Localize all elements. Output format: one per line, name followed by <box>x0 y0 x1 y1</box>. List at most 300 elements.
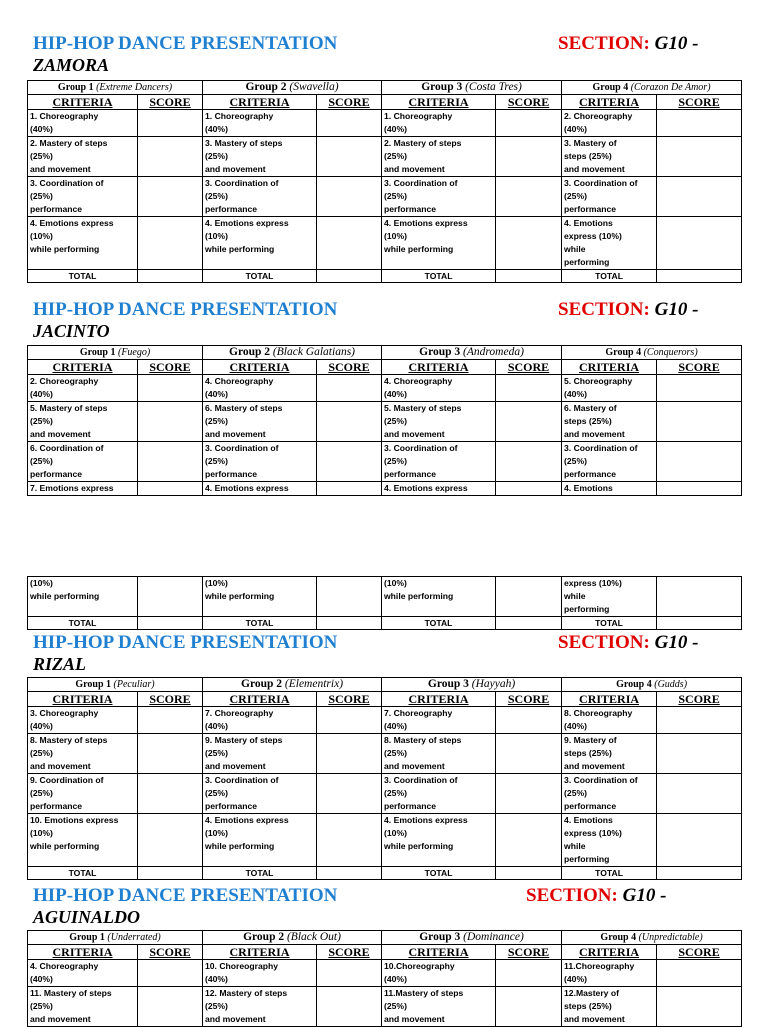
score-header: SCORE <box>317 95 382 110</box>
criteria-line: performance <box>205 801 258 811</box>
criteria-line: (25%) <box>30 456 53 466</box>
table-row <box>28 960 742 987</box>
score-cell[interactable] <box>317 137 382 177</box>
score-cell[interactable] <box>138 814 203 867</box>
total-score-cell[interactable] <box>138 617 203 630</box>
criteria-line: (25%) <box>205 416 228 426</box>
criteria-cell <box>28 482 138 496</box>
criteria-line: steps (25%) <box>564 748 612 758</box>
criteria-line: 6. Mastery of steps <box>205 403 283 413</box>
score-header: SCORE <box>317 945 382 960</box>
criteria-cell <box>382 960 496 987</box>
criteria-line: while <box>564 244 586 254</box>
criteria-line: (25%) <box>30 416 53 426</box>
score-cell[interactable] <box>317 442 382 482</box>
total-score-cell[interactable] <box>657 617 742 630</box>
criteria-line: 3. Coordination of <box>564 775 638 785</box>
criteria-cell <box>203 110 317 137</box>
criteria-line: performance <box>564 469 617 479</box>
criteria-line: 11.Choreography <box>564 961 635 971</box>
total-score-cell[interactable] <box>317 867 382 880</box>
total-row <box>28 867 742 880</box>
section-label: SECTION: G10 - <box>558 33 699 54</box>
criteria-line: (40%) <box>384 974 407 984</box>
score-cell[interactable] <box>496 734 562 774</box>
criteria-cell <box>562 987 657 1027</box>
criteria-line: 5. Choreography <box>564 376 633 386</box>
criteria-cell <box>382 577 496 617</box>
score-cell[interactable] <box>657 217 742 270</box>
criteria-cell <box>28 707 138 734</box>
criteria-cell <box>382 482 496 496</box>
total-score-cell[interactable] <box>317 617 382 630</box>
total-label: TOTAL <box>28 617 138 630</box>
section-value: G10 - <box>654 632 699 653</box>
criteria-cell <box>382 402 496 442</box>
criteria-line: 11. Mastery of steps <box>30 988 112 998</box>
criteria-line: (25%) <box>384 1001 407 1011</box>
score-cell[interactable] <box>138 707 203 734</box>
criteria-cell <box>203 814 317 867</box>
table-row <box>28 734 742 774</box>
group-header <box>203 346 382 360</box>
criteria-line: (25%) <box>384 456 407 466</box>
section-label: SECTION: G10 - <box>526 885 667 906</box>
criteria-line: express (10%) <box>564 578 622 588</box>
table-row <box>28 375 742 402</box>
criteria-line: 3. Choreography <box>30 708 99 718</box>
section-subtitle: JACINTO <box>33 321 110 341</box>
criteria-line: 2. Choreography <box>564 111 633 121</box>
criteria-cell <box>28 217 138 270</box>
criteria-header: CRITERIA <box>203 692 317 707</box>
total-score-cell[interactable] <box>317 270 382 283</box>
criteria-cell <box>562 177 657 217</box>
criteria-header: CRITERIA <box>382 692 496 707</box>
score-cell[interactable] <box>317 375 382 402</box>
group-header <box>562 81 742 95</box>
score-cell[interactable] <box>496 577 562 617</box>
total-score-cell[interactable] <box>496 867 562 880</box>
page-title: HIP-HOP DANCE PRESENTATION <box>33 632 338 653</box>
section-header-zamora <box>0 33 768 79</box>
criteria-cell <box>28 402 138 442</box>
criteria-header: CRITERIA <box>203 945 317 960</box>
score-cell[interactable] <box>138 987 203 1027</box>
group-header <box>382 346 562 360</box>
group-prefix: Group 2 <box>243 931 285 943</box>
criteria-line: 1. Choreography <box>205 111 274 121</box>
criteria-cell <box>382 774 496 814</box>
table-row <box>28 110 742 137</box>
criteria-line: 7. Emotions express <box>30 483 114 493</box>
criteria-line: 3. Mastery of steps <box>205 138 283 148</box>
criteria-line: while <box>564 841 586 851</box>
score-cell[interactable] <box>657 707 742 734</box>
total-label: TOTAL <box>562 270 657 283</box>
group-prefix: Group 1 <box>69 932 105 943</box>
criteria-line: (40%) <box>205 124 228 134</box>
criteria-line: (25%) <box>30 151 53 161</box>
group-header <box>203 678 382 692</box>
total-label: TOTAL <box>382 617 496 630</box>
criteria-line: (25%) <box>384 788 407 798</box>
score-cell[interactable] <box>138 442 203 482</box>
criteria-cell <box>382 375 496 402</box>
criteria-line: (25%) <box>205 748 228 758</box>
score-cell[interactable] <box>138 110 203 137</box>
score-header: SCORE <box>138 692 203 707</box>
criteria-line: (40%) <box>30 124 53 134</box>
criteria-cell <box>28 774 138 814</box>
total-score-cell[interactable] <box>657 867 742 880</box>
group-name: (Andromeda) <box>463 346 524 358</box>
criteria-line: (40%) <box>30 721 53 731</box>
criteria-line: (25%) <box>205 788 228 798</box>
criteria-cell <box>203 774 317 814</box>
total-label: TOTAL <box>382 270 496 283</box>
score-cell[interactable] <box>496 217 562 270</box>
criteria-line: (25%) <box>30 788 53 798</box>
score-cell[interactable] <box>138 960 203 987</box>
criteria-cell <box>562 442 657 482</box>
criteria-cell <box>562 110 657 137</box>
criteria-cell <box>382 987 496 1027</box>
criteria-header: CRITERIA <box>28 95 138 110</box>
group-prefix: Group 4 <box>592 82 629 93</box>
criteria-cell <box>382 137 496 177</box>
group-prefix: Group 3 <box>419 931 461 943</box>
criteria-cell <box>203 707 317 734</box>
score-cell[interactable] <box>496 707 562 734</box>
criteria-line: 9. Coordination of <box>30 775 104 785</box>
criteria-line: 10.Choreography <box>384 961 455 971</box>
score-cell[interactable] <box>138 137 203 177</box>
criteria-line: (40%) <box>564 389 587 399</box>
score-cell[interactable] <box>317 987 382 1027</box>
table-row <box>28 707 742 734</box>
criteria-line: 4. Emotions <box>564 483 613 493</box>
criteria-line: and movement <box>205 761 266 771</box>
total-label: TOTAL <box>203 867 317 880</box>
criteria-line: while <box>564 591 586 601</box>
table-row <box>28 774 742 814</box>
group-header <box>28 346 203 360</box>
criteria-line: (25%) <box>564 788 587 798</box>
criteria-line: and movement <box>30 1014 91 1024</box>
table-row <box>28 577 742 617</box>
section-header-jacinto <box>0 299 768 345</box>
criteria-cell <box>203 177 317 217</box>
criteria-line: 2. Mastery of steps <box>384 138 462 148</box>
score-cell[interactable] <box>138 734 203 774</box>
total-label: TOTAL <box>382 867 496 880</box>
score-header: SCORE <box>657 692 742 707</box>
criteria-line: performance <box>205 204 258 214</box>
criteria-line: and movement <box>564 429 625 439</box>
score-cell[interactable] <box>657 482 742 496</box>
score-cell[interactable] <box>657 402 742 442</box>
group-prefix: Group 2 <box>241 678 283 690</box>
total-score-cell[interactable] <box>496 270 562 283</box>
score-header: SCORE <box>138 95 203 110</box>
criteria-line: and movement <box>384 1014 445 1024</box>
score-cell[interactable] <box>657 577 742 617</box>
criteria-line: steps (25%) <box>564 416 612 426</box>
score-cell[interactable] <box>317 707 382 734</box>
criteria-line: 4. Emotions express <box>384 815 468 825</box>
criteria-cell <box>28 177 138 217</box>
group-name: (Hayyah) <box>471 678 516 690</box>
criteria-line: performance <box>564 204 617 214</box>
criteria-line: 4. Emotions express <box>205 815 289 825</box>
group-header <box>28 678 203 692</box>
score-header: SCORE <box>657 360 742 375</box>
criteria-line: while performing <box>30 591 100 601</box>
criteria-header: CRITERIA <box>28 360 138 375</box>
criteria-line: and movement <box>384 761 445 771</box>
section-label: SECTION: G10 - <box>558 632 699 653</box>
total-label: TOTAL <box>28 270 138 283</box>
criteria-header: CRITERIA <box>382 95 496 110</box>
criteria-line: steps (25%) <box>564 1001 612 1011</box>
group-prefix: Group 4 <box>600 932 637 943</box>
score-cell[interactable] <box>496 110 562 137</box>
criteria-line: while performing <box>384 244 454 254</box>
total-label: TOTAL <box>562 617 657 630</box>
criteria-cell <box>203 987 317 1027</box>
criteria-header: CRITERIA <box>28 945 138 960</box>
criteria-line: 4. Choreography <box>384 376 453 386</box>
score-cell[interactable] <box>657 137 742 177</box>
group-prefix: Group 4 <box>605 347 642 358</box>
criteria-line: 3. Coordination of <box>30 178 104 188</box>
criteria-cell <box>562 577 657 617</box>
total-score-cell[interactable] <box>496 617 562 630</box>
criteria-cell <box>203 577 317 617</box>
score-header: SCORE <box>496 692 562 707</box>
group-name: (Corazon De Amor) <box>630 82 711 93</box>
criteria-cell <box>382 707 496 734</box>
criteria-cell <box>382 814 496 867</box>
criteria-line: 3. Coordination of <box>205 775 279 785</box>
score-cell[interactable] <box>317 110 382 137</box>
criteria-cell <box>28 960 138 987</box>
criteria-line: and movement <box>205 164 266 174</box>
criteria-cell <box>562 814 657 867</box>
group-header <box>203 81 382 95</box>
page-title: HIP-HOP DANCE PRESENTATION <box>33 299 338 320</box>
criteria-line: (25%) <box>384 748 407 758</box>
criteria-line: and movement <box>564 1014 625 1024</box>
total-label: TOTAL <box>203 617 317 630</box>
group-header <box>562 678 742 692</box>
criteria-line: 10. Emotions express <box>30 815 119 825</box>
score-cell[interactable] <box>317 177 382 217</box>
criteria-line: 1. Choreography <box>30 111 99 121</box>
score-cell[interactable] <box>657 774 742 814</box>
section-subtitle: AGUINALDO <box>33 907 141 927</box>
score-cell[interactable] <box>138 217 203 270</box>
criteria-cell <box>203 217 317 270</box>
total-score-cell[interactable] <box>138 270 203 283</box>
group-name: (Costa Tres) <box>465 81 522 93</box>
group-prefix: Group 3 <box>427 678 469 690</box>
criteria-cell <box>203 482 317 496</box>
rubric-table-jacinto-continued <box>27 576 742 630</box>
total-label: TOTAL <box>203 270 317 283</box>
criteria-line: 9. Mastery of <box>564 735 617 745</box>
criteria-header: CRITERIA <box>28 692 138 707</box>
score-cell[interactable] <box>496 960 562 987</box>
criteria-cell <box>562 137 657 177</box>
score-cell[interactable] <box>496 442 562 482</box>
criteria-line: and movement <box>30 761 91 771</box>
criteria-line: (10%) <box>384 578 407 588</box>
criteria-cell <box>562 960 657 987</box>
score-cell[interactable] <box>657 177 742 217</box>
score-cell[interactable] <box>317 814 382 867</box>
score-cell[interactable] <box>317 960 382 987</box>
group-header <box>562 346 742 360</box>
score-cell[interactable] <box>317 577 382 617</box>
score-cell[interactable] <box>496 375 562 402</box>
criteria-header: CRITERIA <box>562 692 657 707</box>
total-label: TOTAL <box>28 867 138 880</box>
section-header-aguinaldo <box>0 885 768 931</box>
group-prefix: Group 1 <box>75 679 112 690</box>
score-cell[interactable] <box>657 987 742 1027</box>
criteria-cell <box>28 375 138 402</box>
criteria-line: 12.Mastery of <box>564 988 619 998</box>
criteria-cell <box>562 375 657 402</box>
score-cell[interactable] <box>657 814 742 867</box>
criteria-line: and movement <box>564 761 625 771</box>
score-cell[interactable] <box>138 375 203 402</box>
criteria-line: 3. Coordination of <box>564 443 638 453</box>
criteria-line: 8. Choreography <box>564 708 633 718</box>
criteria-line: 6. Coordination of <box>30 443 104 453</box>
criteria-line: 3. Coordination of <box>205 443 279 453</box>
criteria-line: 4. Choreography <box>205 376 274 386</box>
group-header <box>28 931 203 945</box>
table-row <box>28 402 742 442</box>
score-cell[interactable] <box>317 482 382 496</box>
score-cell[interactable] <box>138 402 203 442</box>
score-cell[interactable] <box>657 110 742 137</box>
criteria-cell <box>562 707 657 734</box>
criteria-cell <box>28 137 138 177</box>
criteria-line: and movement <box>30 164 91 174</box>
criteria-line: (40%) <box>564 721 587 731</box>
criteria-line: 10. Choreography <box>205 961 279 971</box>
criteria-cell <box>382 110 496 137</box>
criteria-line: (40%) <box>30 974 53 984</box>
criteria-line: (25%) <box>205 151 228 161</box>
criteria-header: CRITERIA <box>382 360 496 375</box>
criteria-line: while performing <box>205 244 275 254</box>
score-cell[interactable] <box>496 137 562 177</box>
score-header: SCORE <box>317 692 382 707</box>
total-score-cell[interactable] <box>657 270 742 283</box>
criteria-line: 5. Mastery of steps <box>30 403 108 413</box>
score-cell[interactable] <box>496 177 562 217</box>
criteria-line: 9. Mastery of steps <box>205 735 283 745</box>
score-cell[interactable] <box>317 734 382 774</box>
group-name: (Gudds) <box>654 679 688 690</box>
criteria-cell <box>28 110 138 137</box>
score-header: SCORE <box>496 945 562 960</box>
score-cell[interactable] <box>138 482 203 496</box>
criteria-line: (40%) <box>384 721 407 731</box>
score-header: SCORE <box>496 360 562 375</box>
criteria-cell <box>562 217 657 270</box>
group-name: (Conquerors) <box>643 347 698 358</box>
criteria-line: (10%) <box>30 578 53 588</box>
rubric-table-jacinto <box>27 345 742 496</box>
score-cell[interactable] <box>138 774 203 814</box>
criteria-line: (40%) <box>205 389 228 399</box>
criteria-line: (25%) <box>564 456 587 466</box>
criteria-line: 3. Coordination of <box>384 178 458 188</box>
total-row <box>28 617 742 630</box>
score-cell[interactable] <box>317 402 382 442</box>
score-cell[interactable] <box>138 577 203 617</box>
group-name: (Extreme Dancers) <box>96 82 173 93</box>
score-cell[interactable] <box>317 774 382 814</box>
score-cell[interactable] <box>496 402 562 442</box>
criteria-line: and movement <box>205 429 266 439</box>
score-cell[interactable] <box>657 442 742 482</box>
criteria-line: (25%) <box>205 456 228 466</box>
criteria-header: CRITERIA <box>562 945 657 960</box>
criteria-line: 4. Emotions express <box>205 218 289 228</box>
score-cell[interactable] <box>496 814 562 867</box>
criteria-line: (40%) <box>30 389 53 399</box>
criteria-line: (10%) <box>384 828 407 838</box>
section-value: G10 - <box>654 33 699 54</box>
score-cell[interactable] <box>657 375 742 402</box>
score-cell[interactable] <box>496 987 562 1027</box>
criteria-line: performance <box>384 469 437 479</box>
criteria-line: 12. Mastery of steps <box>205 988 288 998</box>
criteria-line: 4. Emotions express <box>30 218 114 228</box>
criteria-line: while performing <box>384 841 454 851</box>
score-cell[interactable] <box>657 734 742 774</box>
criteria-line: while performing <box>205 591 275 601</box>
score-cell[interactable] <box>496 774 562 814</box>
criteria-line: (25%) <box>30 1001 53 1011</box>
group-prefix: Group 3 <box>421 81 463 93</box>
score-cell[interactable] <box>138 177 203 217</box>
total-score-cell[interactable] <box>138 867 203 880</box>
score-cell[interactable] <box>496 482 562 496</box>
table-row <box>28 137 742 177</box>
score-cell[interactable] <box>317 217 382 270</box>
criteria-line: and movement <box>205 1014 266 1024</box>
group-header <box>382 931 562 945</box>
criteria-line: express (10%) <box>564 231 622 241</box>
score-cell[interactable] <box>657 960 742 987</box>
criteria-line: 4. Emotions express <box>384 483 468 493</box>
criteria-line: 4. Emotions <box>564 815 613 825</box>
criteria-header: CRITERIA <box>562 360 657 375</box>
group-header <box>382 678 562 692</box>
criteria-header: CRITERIA <box>203 95 317 110</box>
rubric-table-zamora <box>27 80 742 283</box>
criteria-cell <box>562 402 657 442</box>
group-prefix: Group 1 <box>79 347 116 358</box>
